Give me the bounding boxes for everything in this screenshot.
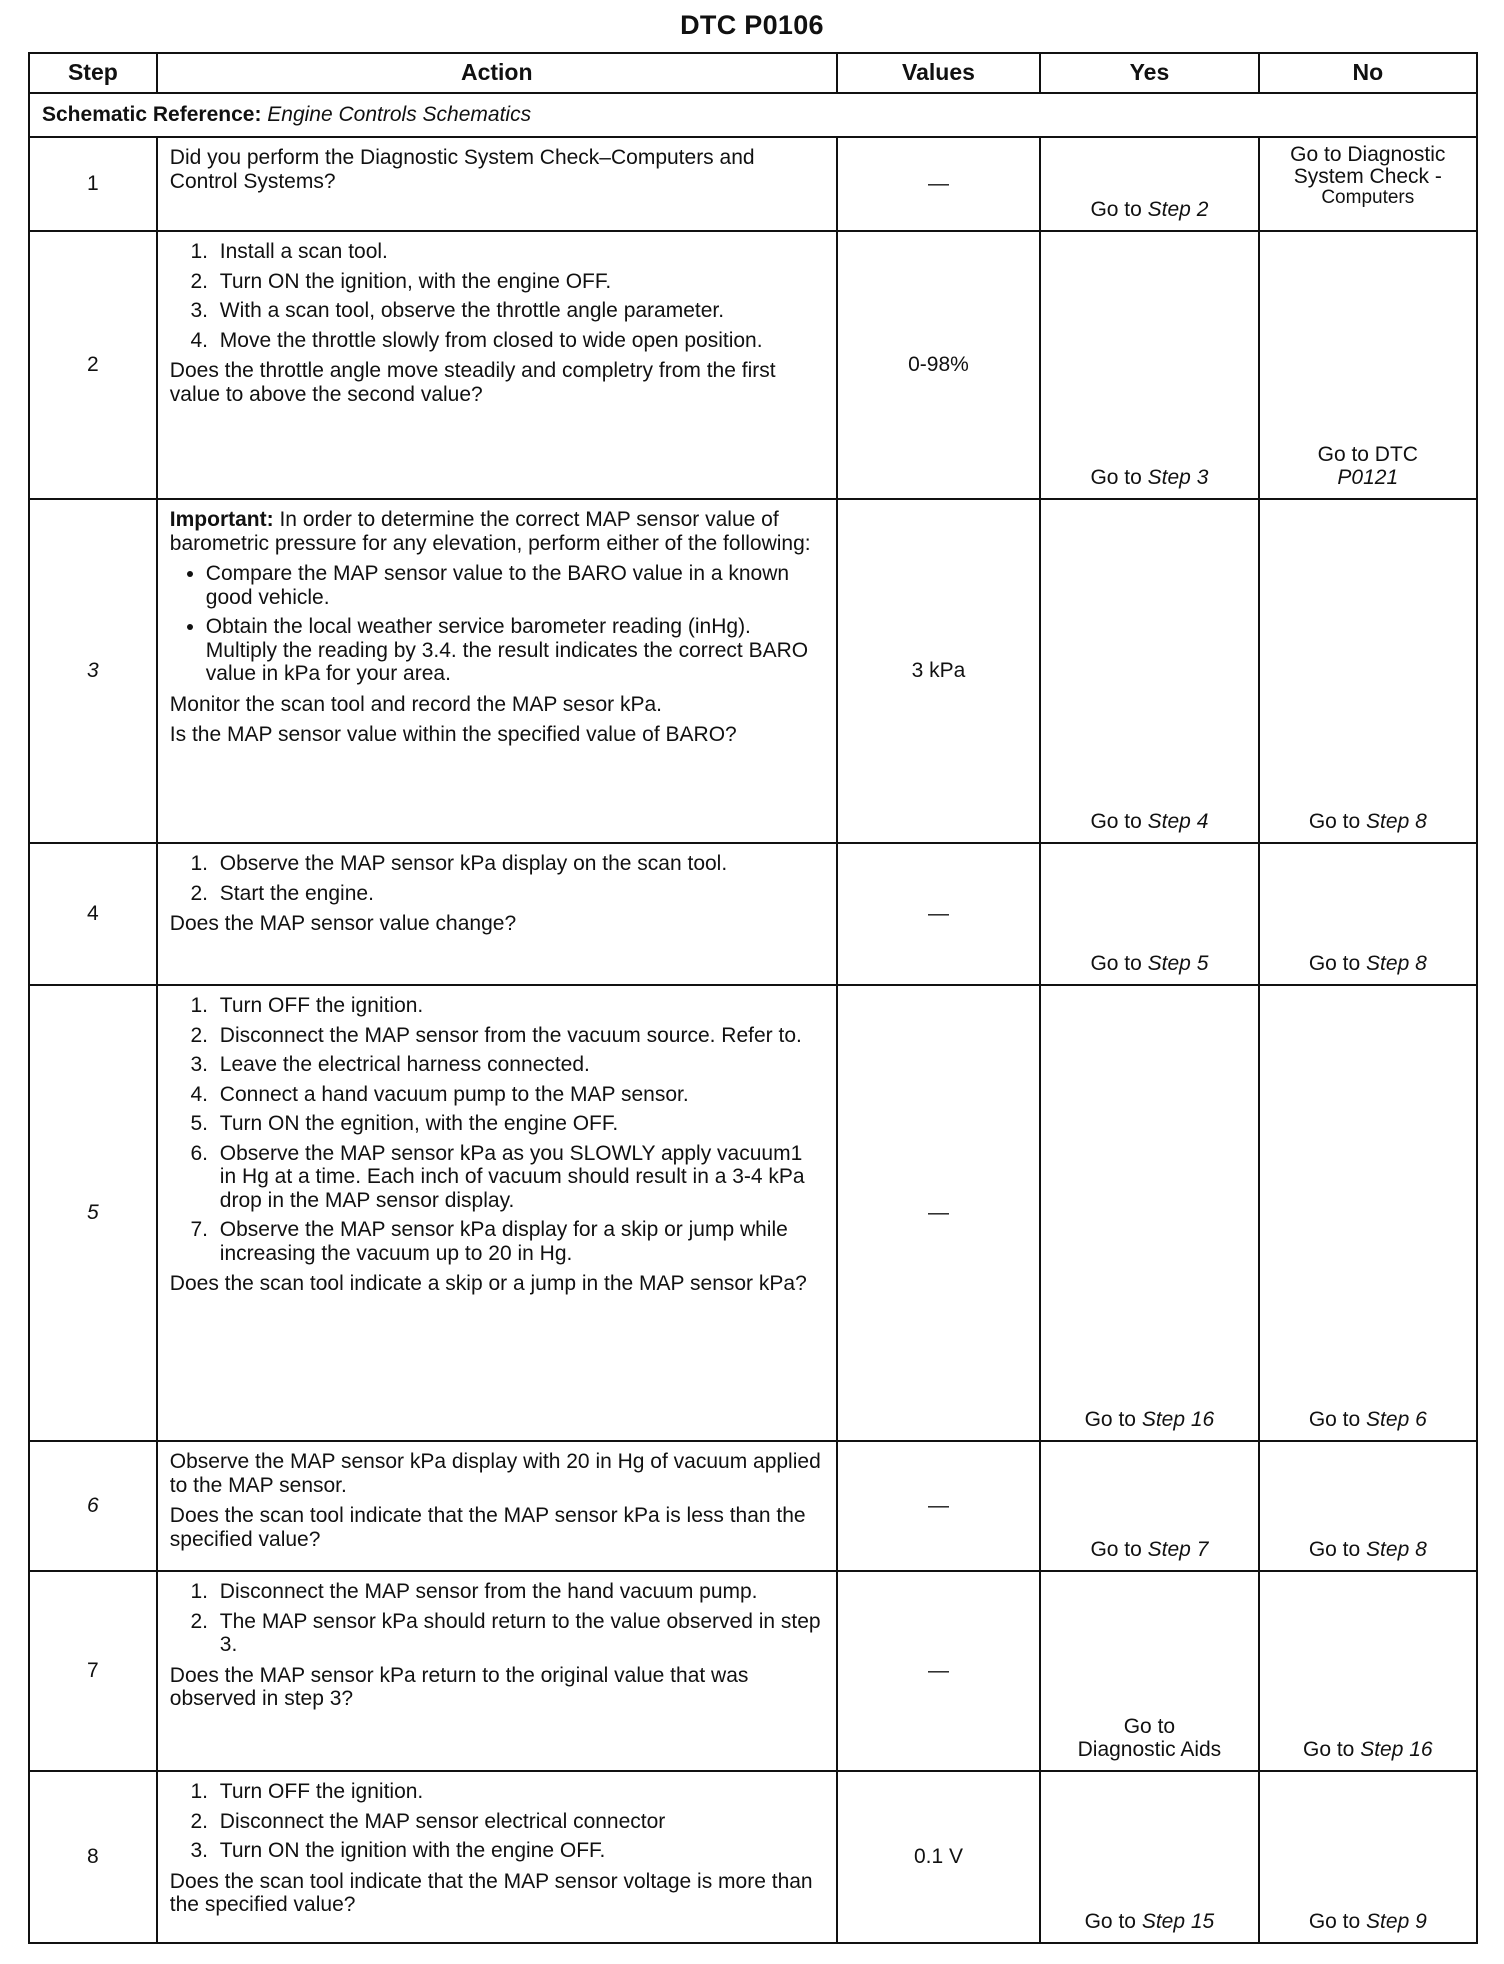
action-step: 3. Leave the electrical harness connected. [214,1053,822,1077]
action-question: Does the throttle angle move steadily and completry from the first value to above the second value? [169,359,776,406]
go-to-label: Go to [1308,1408,1361,1432]
yes-cell [1040,1441,1258,1571]
action-step: 2. The MAP sensor kPa should return to the value observed in step 3. [214,1610,822,1657]
action-step: 3. Turn ON the ignition with the engine OFF. [214,1839,822,1863]
step-number: 1 [29,137,157,231]
go-to-label: Go to [1084,1408,1136,1432]
step-number: 3 [29,499,157,843]
bullet-list [170,562,822,686]
diagnostic-table [28,52,1478,1944]
action-steps [170,1580,822,1657]
reference-label: Schematic Reference: [42,103,262,127]
important-note [170,508,822,555]
no-cell [1259,1441,1477,1571]
no-cell [1259,231,1477,499]
action-step: 1. Install a scan tool. [214,240,822,264]
action-step: 6. Observe the MAP sensor kPa as you SLOWLY apply vacuum1 in Hg at a time. Each inch of vacuum should result in a 3-4 kPa drop in the MAP sensor display. [214,1142,822,1213]
value-cell: — [837,843,1040,985]
no-line-1 [1266,443,1470,467]
no-cell [1259,1571,1477,1771]
yes-cell [1040,1571,1258,1771]
action-step: 1. Observe the MAP sensor kPa display on the scan tool. [214,852,822,876]
monitor-text: Monitor the scan tool and record the MAP sesor kPa. [169,692,662,716]
yes-step-ref: Step 2 [1147,198,1209,222]
page-title: DTC P0106 [680,10,824,40]
go-to-label: Go to [1302,1738,1355,1762]
action-step: 4. Move the throttle slowly from closed to wide open position. [214,329,822,353]
yes-step-ref: Step 5 [1147,952,1209,976]
yes-line-2: Diagnostic Aids [1077,1738,1222,1762]
action-step: 5. Turn ON the egnition, with the engine OFF. [214,1112,822,1136]
reference-link: Engine Controls Schematics [267,103,532,127]
go-to-label: Go to [1308,952,1361,976]
yes-step-ref: Step 3 [1147,466,1209,490]
schematic-reference [29,93,1477,137]
go-to-label: Go to [1308,1910,1361,1934]
action-steps [170,1780,822,1863]
action-cell [157,231,837,499]
action-cell [157,1771,837,1943]
yes-cell [1040,985,1258,1441]
no-step-ref: Step 6 [1366,1408,1427,1432]
header-action: Action [157,53,837,93]
action-step: 2. Start the engine. [214,882,822,906]
header-row [29,53,1477,93]
table-row [29,499,1477,843]
value-cell: 0-98% [837,231,1040,499]
header-values: Values [837,53,1040,93]
action-step: 3. With a scan tool, observe the throttle angle parameter. [214,299,822,323]
action-step: 4. Connect a hand vacuum pump to the MAP sensor. [214,1083,822,1107]
table-row [29,985,1477,1441]
action-text: Observe the MAP sensor kPa display with 20 in Hg of vacuum applied to the MAP sensor. [169,1450,821,1497]
table-row [29,1771,1477,1943]
no-step-ref: Step 9 [1366,1910,1427,1934]
action-question: Does the MAP sensor value change? [169,912,517,936]
action-question: Does the MAP sensor kPa return to the original value that was observed in step 3? [169,1663,749,1711]
go-to-label: Go to [1090,1538,1142,1562]
no-line-1: Go to Diagnostic [1290,143,1446,166]
header-step: Step [29,53,157,93]
header-no: No [1259,53,1477,93]
action-step: 2. Turn ON the ignition, with the engine OFF. [214,270,822,294]
bullet-item: • Compare the MAP sensor value to the BARO value in a known good vehicle. [206,562,822,609]
action-question: Does the scan tool indicate that the MAP sensor voltage is more than the specified value? [169,1869,813,1917]
no-cell [1259,843,1477,985]
bullet-item: • Obtain the local weather service barometer reading (inHg). Multiply the reading by 3.4. the result indicates the correct BARO value in kPa for your area. [206,615,822,686]
yes-cell [1040,843,1258,985]
step-number: 6 [29,1441,157,1571]
yes-cell [1040,1771,1258,1943]
no-step-ref: Step 16 [1360,1738,1433,1762]
go-to-label: Go to [1308,810,1361,834]
no-line-2: System Check - [1293,165,1442,189]
action-question: Is the MAP sensor value within the specified value of BARO? [169,723,737,747]
action-step: 7. Observe the MAP sensor kPa display for a skip or jump while increasing the vacuum up to 20 in Hg. [214,1218,822,1265]
action-text: Did you perform the Diagnostic System Check–Computers and Control Systems? [169,146,755,193]
yes-step-ref: Step 15 [1141,1910,1215,1934]
action-steps [170,240,822,352]
step-number: 8 [29,1771,157,1943]
go-to-label: Go to [1090,810,1142,834]
no-cell [1259,985,1477,1441]
important-label: Important: [169,508,274,531]
no-step-ref: Step 8 [1366,810,1427,834]
header-yes: Yes [1040,53,1258,93]
go-to-label: Go to [1090,198,1142,222]
step-number: 7 [29,1571,157,1771]
table-row [29,231,1477,499]
action-steps [170,994,822,1265]
action-question: Does the scan tool indicate that the MAP sensor kPa is less than the specified value? [169,1504,806,1551]
go-to-label: Go to [1084,1910,1136,1934]
yes-step-ref: Step 7 [1147,1538,1209,1562]
value-cell: 3 kPa [837,499,1040,843]
action-cell [157,137,837,231]
action-question: Does the scan tool indicate a skip or a jump in the MAP sensor kPa? [169,1272,807,1296]
yes-line-1: Go to [1123,1714,1176,1738]
yes-cell [1040,499,1258,843]
value-cell: — [837,137,1040,231]
no-step-ref: Step 8 [1366,1538,1427,1562]
action-step: 2. Disconnect the MAP sensor from the vacuum source. Refer to. [214,1024,822,1048]
no-cell [1259,1771,1477,1943]
go-to-label: Go to [1090,466,1142,490]
action-cell [157,499,837,843]
value-cell: 0.1 V [837,1771,1040,1943]
value-cell: — [837,1441,1040,1571]
table-row [29,1571,1477,1771]
no-line-2: P0121 [1337,466,1399,490]
table-row [29,1441,1477,1571]
no-step-ref: Step 8 [1366,952,1427,976]
action-step: 1. Turn OFF the ignition. [214,1780,822,1804]
yes-cell [1040,231,1258,499]
action-cell [157,843,837,985]
no-line-3: Computers [1321,187,1415,209]
no-cell [1259,137,1477,231]
value-cell: — [837,1571,1040,1771]
step-number: 2 [29,231,157,499]
go-to-dtc: Go to DTC [1317,442,1418,466]
action-steps [170,852,822,905]
action-cell [157,1441,837,1571]
table-row [29,843,1477,985]
action-step: 1. Disconnect the MAP sensor from the hand vacuum pump. [214,1580,822,1604]
go-to-label: Go to [1308,1538,1361,1562]
yes-cell [1040,137,1258,231]
yes-step-ref: Step 4 [1147,810,1209,834]
action-cell [157,1571,837,1771]
important-text: In order to determine the correct MAP sensor value of barometric pressure for any elevation, perform either of the following: [169,508,811,555]
yes-step-ref: Step 16 [1141,1408,1215,1432]
action-step: 1. Turn OFF the ignition. [214,994,822,1018]
step-number: 4 [29,843,157,985]
no-cell [1259,499,1477,843]
action-step: 2. Disconnect the MAP sensor electrical connector [214,1810,822,1834]
go-to-label: Go to [1090,952,1142,976]
value-cell: — [837,985,1040,1441]
action-cell [157,985,837,1441]
table-row [29,137,1477,231]
step-number: 5 [29,985,157,1441]
schematic-reference-row [29,93,1477,137]
